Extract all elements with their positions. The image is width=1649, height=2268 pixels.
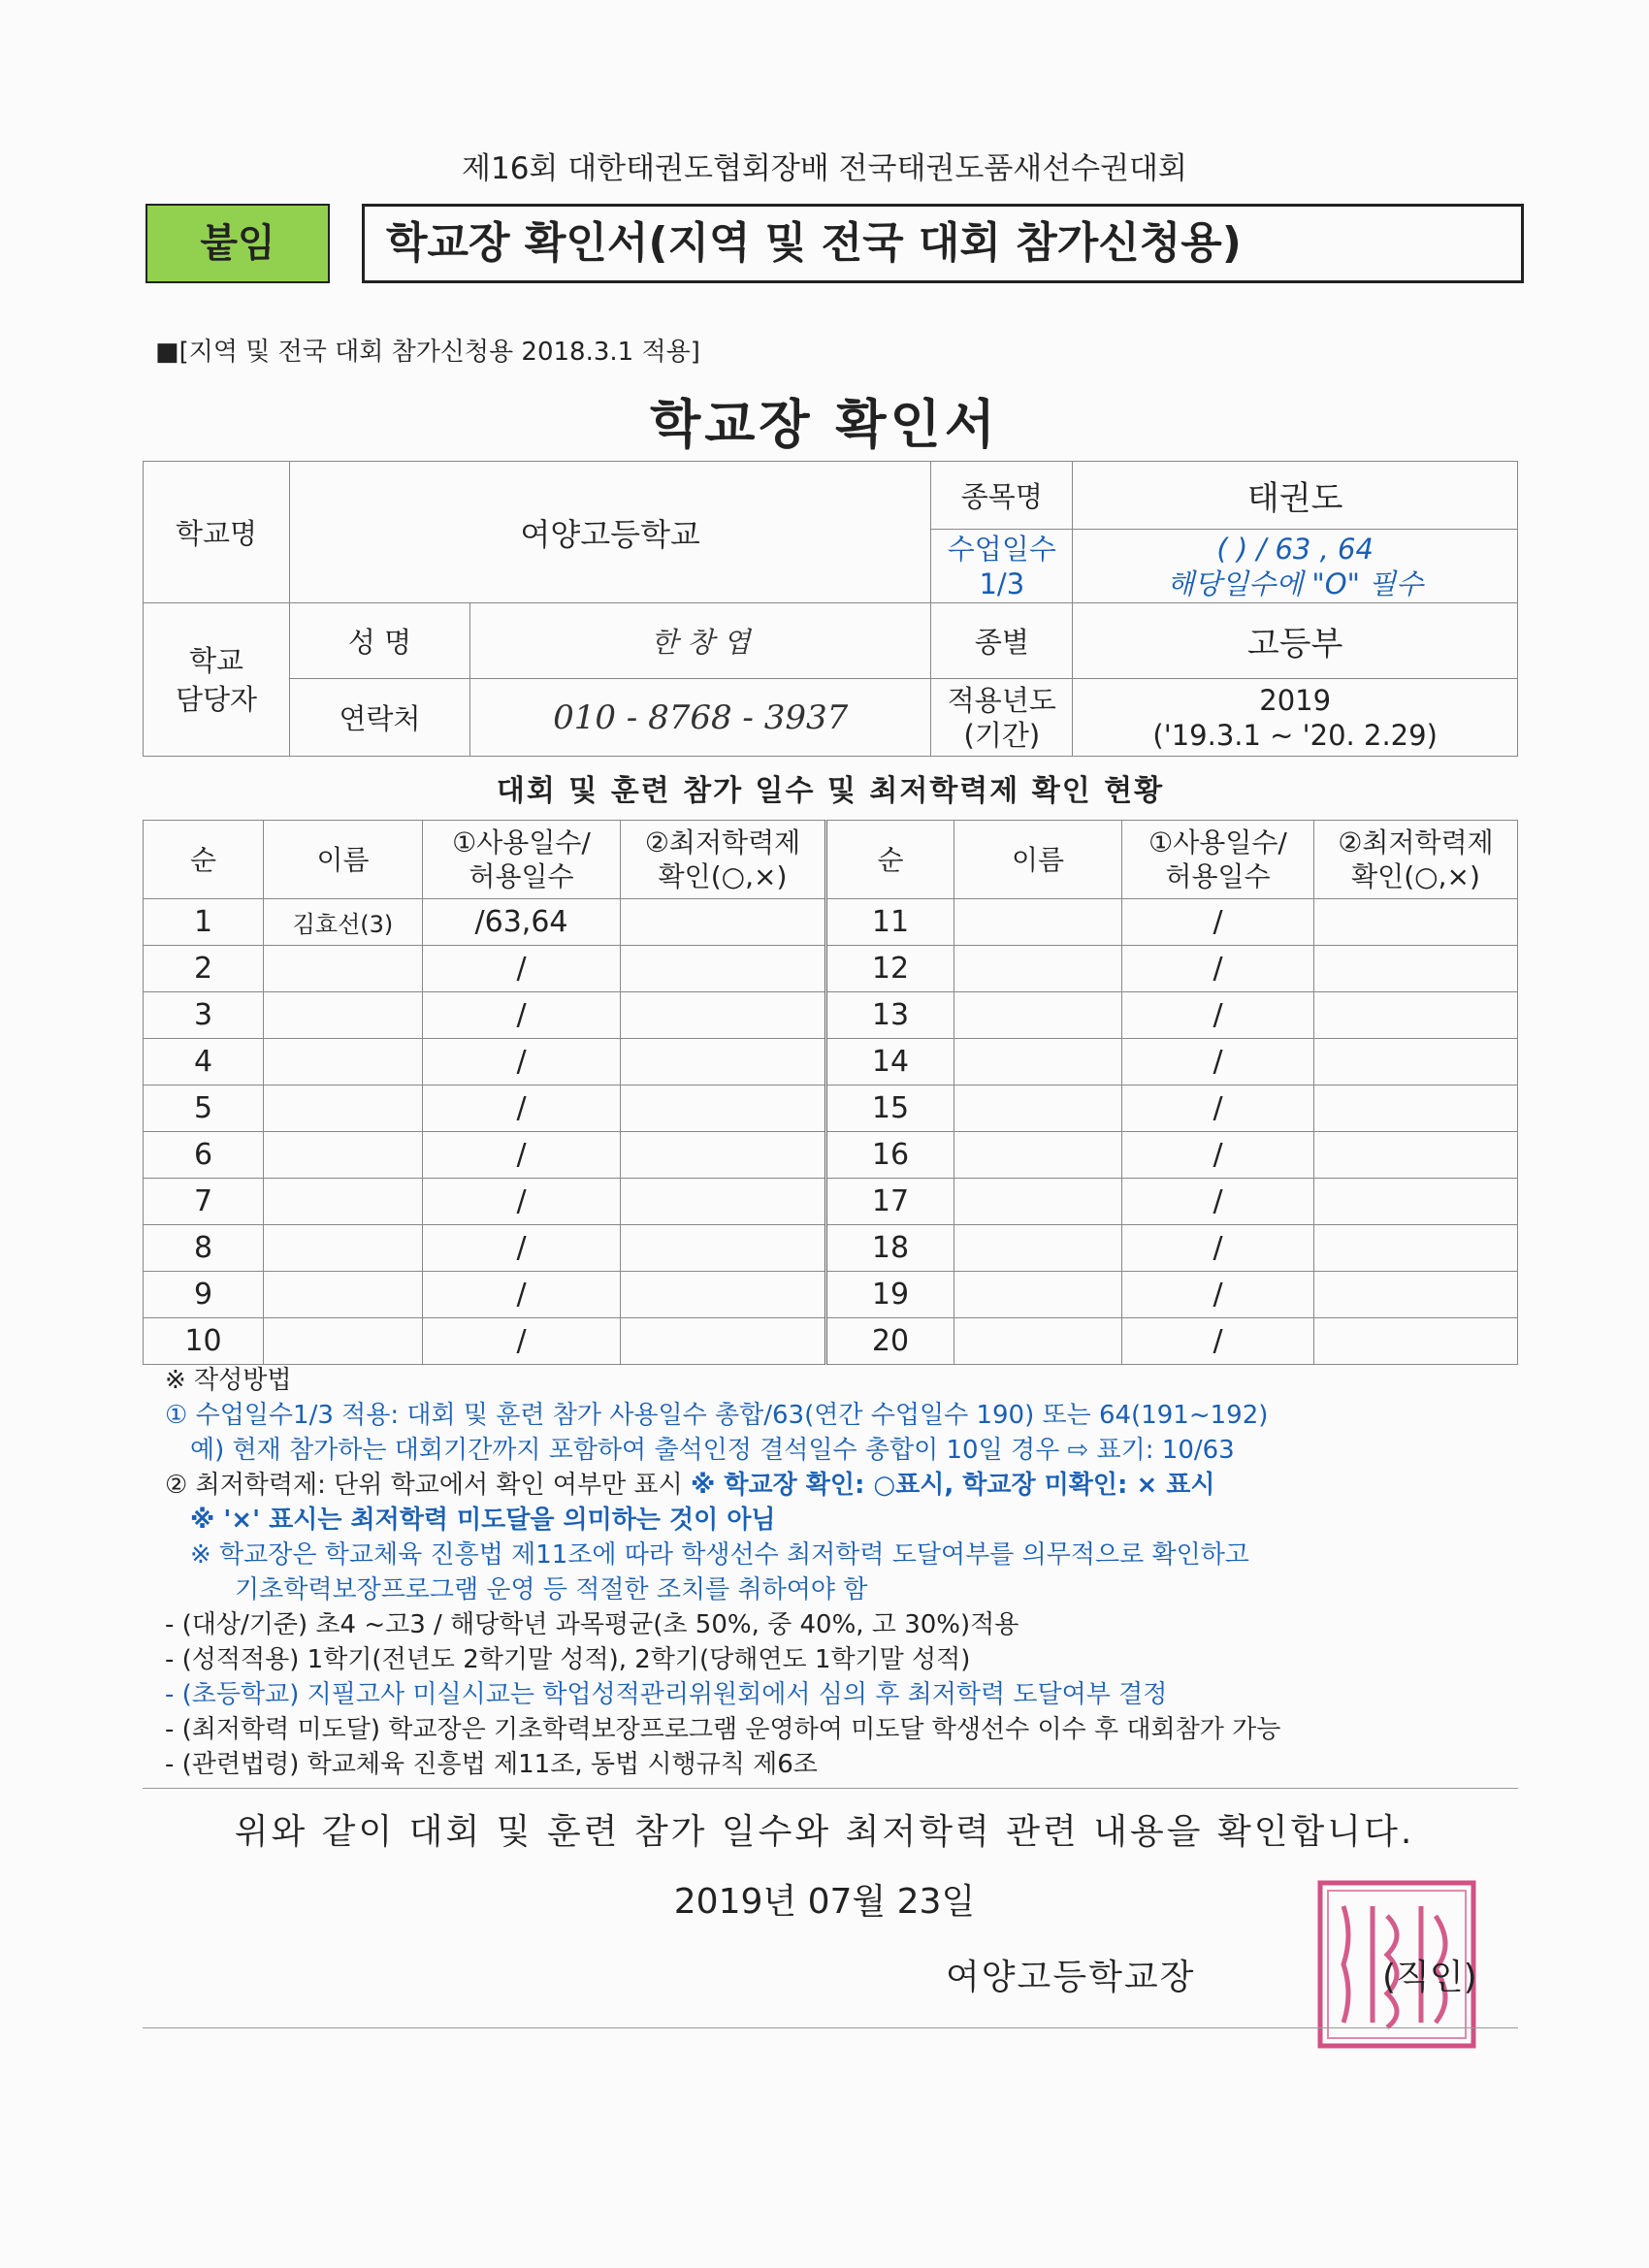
- row-check-right: [1314, 946, 1518, 992]
- row-days: /: [423, 1225, 621, 1272]
- row-check-right: [1314, 1085, 1518, 1132]
- row-days: /: [423, 946, 621, 992]
- row-name-right: [954, 1085, 1122, 1132]
- row-days-right: /: [1122, 1132, 1314, 1179]
- row-check-right: [1314, 1272, 1518, 1318]
- col-days-right-line2: 허용일수: [1165, 860, 1271, 892]
- row-check-right: [1314, 1179, 1518, 1225]
- row-days: /: [423, 1085, 621, 1132]
- row-name-right: [954, 1179, 1122, 1225]
- school-label: 학교명: [144, 462, 290, 603]
- row-days: /: [423, 1318, 621, 1365]
- row-name: [264, 1318, 423, 1365]
- detail-1: - (대상/기준) 초4 ~고3 / 해당학년 과목평균(초 50%, 중 40%, 고 30%)적용: [165, 1610, 1019, 1639]
- note-3b: 기초학력보장프로그램 운영 등 적절한 조치를 취하여야 함: [235, 1575, 868, 1604]
- sport-label: 종목명: [931, 462, 1073, 530]
- year-label-line2: (기간): [963, 718, 1041, 752]
- class-days-value-line2: 해당일수에 "O" 필수: [1167, 567, 1424, 600]
- year-label: [931, 679, 1073, 757]
- row-name-right: [954, 1225, 1122, 1272]
- row-days-right: /: [1122, 899, 1314, 946]
- col-days-right: [1122, 821, 1314, 899]
- row-no-right: 14: [826, 1039, 954, 1085]
- row-name: [264, 1225, 423, 1272]
- row-days-right: /: [1122, 1225, 1314, 1272]
- table-row: [144, 1132, 1518, 1179]
- row-no: 10: [144, 1318, 264, 1365]
- table-row: [144, 992, 1518, 1039]
- row-no-right: 18: [826, 1225, 954, 1272]
- school-value: 여양고등학교: [290, 462, 931, 603]
- row-check: [621, 1272, 826, 1318]
- row-no: 2: [144, 946, 264, 992]
- row-no: 9: [144, 1272, 264, 1318]
- detail-2: - (성적적용) 1학기(전년도 2학기말 성적), 2학기(당해연도 1학기말 성적): [165, 1645, 971, 1674]
- row-name-right: [954, 1039, 1122, 1085]
- table-row: [144, 1272, 1518, 1318]
- contact-label: 연락처: [290, 679, 470, 757]
- event-title: 제16회 대한태권도협회장배 전국태권도품새선수권대회: [462, 151, 1187, 186]
- row-days: /: [423, 992, 621, 1039]
- row-no: 8: [144, 1225, 264, 1272]
- row-check-right: [1314, 1318, 1518, 1365]
- manager-label-line2: 담당자: [175, 682, 258, 716]
- manager-name: 한 창 엽: [470, 603, 931, 679]
- contact-value: 010 - 8768 - 3937: [470, 679, 931, 757]
- info-table: [143, 461, 1518, 757]
- issue-date: 2019년 07월 23일: [673, 1882, 976, 1922]
- col-check-right-line1: ②최저학력제: [1338, 826, 1494, 859]
- row-no: 3: [144, 992, 264, 1039]
- row-check: [621, 1225, 826, 1272]
- row-check: [621, 992, 826, 1039]
- detail-3: - (초등학교) 지필고사 미실시교는 학업성적관리위원회에서 심의 후 최저학력 도달여부 결정: [165, 1680, 1168, 1709]
- row-check: [621, 1132, 826, 1179]
- row-days-right: /: [1122, 1085, 1314, 1132]
- row-check-right: [1314, 992, 1518, 1039]
- note-2b: ※ '×' 표시는 최저학력 미도달을 의미하는 것이 아님: [190, 1506, 776, 1535]
- row-no-right: 11: [826, 899, 954, 946]
- note-1b: 예) 현재 참가하는 대회기간까지 포함하여 출석인정 결석일수 총합이 10일 경우 ⇨ 표기: 10/63: [190, 1436, 1235, 1465]
- class-days-label-line1: 수업일수: [947, 532, 1056, 566]
- row-days: /63,64: [423, 899, 621, 946]
- col-check-right-line2: 확인(○,×): [1351, 860, 1480, 892]
- row-days: /: [423, 1272, 621, 1318]
- table-row: [144, 1318, 1518, 1365]
- note-2a-emphasis: ※ 학교장 확인: ○표시, 학교장 미확인: × 표시: [691, 1471, 1215, 1500]
- row-no-right: 19: [826, 1272, 954, 1318]
- row-check-right: [1314, 1039, 1518, 1085]
- section-title: 대회 및 훈련 참가 일수 및 최저학력제 확인 현황: [496, 774, 1165, 808]
- note-1a: ① 수업일수1/3 적용: 대회 및 훈련 참가 사용일수 총합/63(연간 수업일수 190) 또는 64(191~192): [165, 1401, 1269, 1430]
- row-name: 김효선(3): [264, 899, 423, 946]
- row-days-right: /: [1122, 946, 1314, 992]
- page-title: 학교장 확인서: [650, 394, 999, 455]
- row-no: 7: [144, 1179, 264, 1225]
- col-name-right: 이름: [954, 821, 1122, 899]
- row-name: [264, 946, 423, 992]
- notes-heading: ※ 작성방법: [165, 1366, 292, 1395]
- row-name: [264, 1085, 423, 1132]
- col-check-line2: 확인(○,×): [658, 860, 788, 892]
- row-days: /: [423, 1179, 621, 1225]
- category-label: 종별: [931, 603, 1073, 679]
- row-name: [264, 992, 423, 1039]
- year-value: [1073, 679, 1518, 757]
- row-name: [264, 1132, 423, 1179]
- sport-value: 태권도: [1073, 462, 1518, 530]
- class-days-value: [1073, 530, 1518, 603]
- attachment-badge: 붙임: [146, 204, 330, 283]
- row-days-right: /: [1122, 1272, 1314, 1318]
- manager-label: [144, 603, 290, 757]
- table-row: [144, 1225, 1518, 1272]
- row-days-right: /: [1122, 1318, 1314, 1365]
- table-header: [144, 821, 1518, 899]
- row-no: 5: [144, 1085, 264, 1132]
- document-heading: 학교장 확인서(지역 및 전국 대회 참가신청용): [362, 204, 1524, 283]
- row-name: [264, 1039, 423, 1085]
- form-subtitle: ■[지역 및 전국 대회 참가신청용 2018.3.1 적용]: [155, 338, 700, 367]
- table-row: [144, 1085, 1518, 1132]
- row-check: [621, 946, 826, 992]
- category-value: 고등부: [1073, 603, 1518, 679]
- row-no-right: 17: [826, 1179, 954, 1225]
- divider: [143, 1788, 1518, 1789]
- bottom-divider: [143, 2027, 1518, 2028]
- class-days-label-line2: 1/3: [979, 567, 1025, 600]
- row-days: /: [423, 1132, 621, 1179]
- col-days: [423, 821, 621, 899]
- row-check-right: [1314, 1225, 1518, 1272]
- col-days-line2: 허용일수: [469, 860, 574, 892]
- note-2a-text: ② 최저학력제: 단위 학교에서 확인 여부만 표시: [165, 1471, 692, 1500]
- row-days-right: /: [1122, 992, 1314, 1039]
- detail-5: - (관련법령) 학교체육 진흥법 제11조, 동법 시행규칙 제6조: [165, 1750, 818, 1779]
- row-name-right: [954, 1132, 1122, 1179]
- name-label: 성 명: [290, 603, 470, 679]
- year-value-line1: 2019: [1259, 683, 1332, 717]
- row-no-right: 13: [826, 992, 954, 1039]
- col-check: [621, 821, 826, 899]
- row-no-right: 12: [826, 946, 954, 992]
- row-name-right: [954, 1318, 1122, 1365]
- row-check: [621, 899, 826, 946]
- principal-signature: 여양고등학교장: [946, 1958, 1196, 1997]
- row-name-right: [954, 992, 1122, 1039]
- manager-label-line1: 학교: [188, 643, 244, 677]
- closing-statement: 위와 같이 대회 및 훈련 참가 일수와 최저학력 관련 내용을 확인합니다.: [234, 1812, 1415, 1852]
- row-check: [621, 1039, 826, 1085]
- row-check-right: [1314, 899, 1518, 946]
- col-no-right: 순: [826, 821, 954, 899]
- col-no: 순: [144, 821, 264, 899]
- row-no: 1: [144, 899, 264, 946]
- instructions: [165, 1363, 1542, 1782]
- table-row: [144, 946, 1518, 992]
- col-check-line1: ②최저학력제: [644, 826, 801, 859]
- year-label-line1: 적용년도: [947, 683, 1056, 717]
- row-no-right: 20: [826, 1318, 954, 1365]
- note-2a: [165, 1468, 1542, 1503]
- row-check-right: [1314, 1132, 1518, 1179]
- table-row: [144, 1039, 1518, 1085]
- seal-label: (직인): [1382, 1958, 1477, 1997]
- row-days: /: [423, 1039, 621, 1085]
- class-days-label: [931, 530, 1073, 603]
- participation-table: [143, 820, 1518, 1365]
- row-name-right: [954, 946, 1122, 992]
- row-no: 4: [144, 1039, 264, 1085]
- class-days-value-line1: ( ) / 63 , 64: [1216, 532, 1374, 566]
- col-days-right-line1: ①사용일수/: [1148, 826, 1287, 859]
- table-row: [144, 899, 1518, 946]
- row-check: [621, 1318, 826, 1365]
- row-name: [264, 1272, 423, 1318]
- row-name-right: [954, 1272, 1122, 1318]
- row-check: [621, 1085, 826, 1132]
- col-days-line1: ①사용일수/: [452, 826, 591, 859]
- table-row: [144, 1179, 1518, 1225]
- note-3a: ※ 학교장은 학교체육 진흥법 제11조에 따라 학생선수 최저학력 도달여부를 의무적으로 확인하고: [190, 1540, 1249, 1570]
- row-name-right: [954, 899, 1122, 946]
- row-name: [264, 1179, 423, 1225]
- row-days-right: /: [1122, 1179, 1314, 1225]
- detail-4: - (최저학력 미도달) 학교장은 기초학력보장프로그램 운영하여 미도달 학생선수 이수 후 대회참가 가능: [165, 1715, 1281, 1744]
- row-no: 6: [144, 1132, 264, 1179]
- year-value-line2: ('19.3.1 ~ '20. 2.29): [1152, 718, 1438, 752]
- row-days-right: /: [1122, 1039, 1314, 1085]
- row-no-right: 15: [826, 1085, 954, 1132]
- row-check: [621, 1179, 826, 1225]
- col-name: 이름: [264, 821, 423, 899]
- col-check-right: [1314, 821, 1518, 899]
- row-no-right: 16: [826, 1132, 954, 1179]
